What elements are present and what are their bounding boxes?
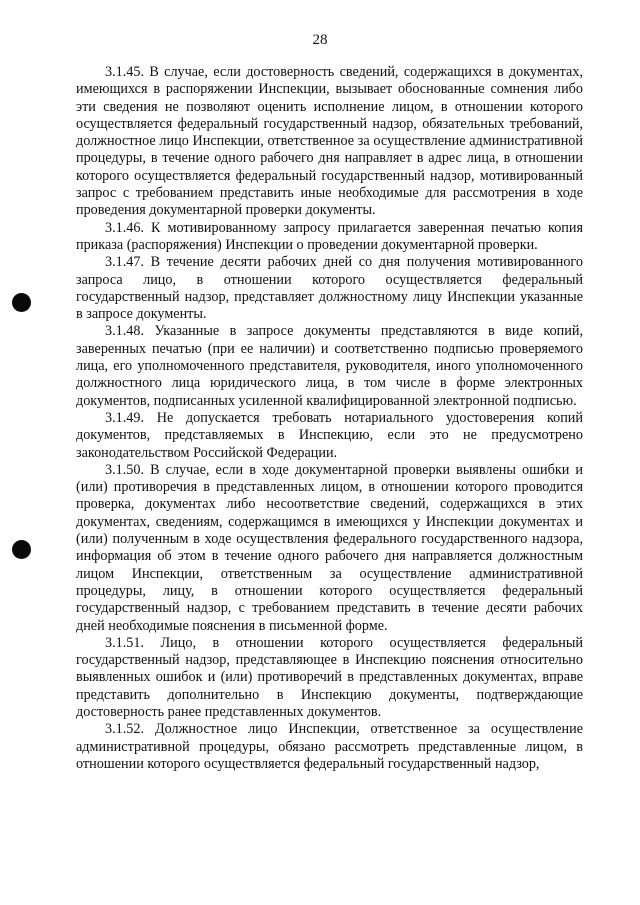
punch-hole-mark bbox=[12, 293, 31, 312]
paragraph-3-1-51: 3.1.51. Лицо, в отношении которого осуществляется федеральный государственный надзор, представляющее в Инспекцию пояснения относительно выявленных ошибок и (или) противоречий в представленных документах, вправе представить дополнительно в Инспекцию документы, подтверждающие достоверность ранее представленных документов. bbox=[76, 634, 583, 720]
paragraph-3-1-50: 3.1.50. В случае, если в ходе документарной проверки выявлены ошибки и (или) противоречия в представленных лицом, в отношении которого проводится проверка, документах либо несоответствие сведений, содержащихся в этих документах, сведениям, содержащимся в имеющихся у Инспекции документах и (или) полученным в ходе осуществления федерального государственного надзора, информация об этом в течение одного рабочего дня направляется должностным лицом Инспекции, ответственным за осуществление административной процедуры, лицу, в отношении которого осуществляется федеральный государственный надзор, с требованием представить в течение десяти рабочих дней необходимые пояснения в письменной форме. bbox=[76, 461, 583, 634]
paragraph-3-1-52: 3.1.52. Должностное лицо Инспекции, ответственное за осуществление административной процедуры, обязано рассмотреть представленные лицом, в отношении которого осуществляется федеральный государственный надзор, bbox=[76, 721, 583, 772]
paragraph-3-1-47: 3.1.47. В течение десяти рабочих дней со дня получения мотивированного запроса лицо, в отношении которого осуществляется федеральный государственный надзор, представляет должностному лицу Инспекции указанные в запросе документы. bbox=[76, 254, 583, 323]
paragraph-3-1-45: 3.1.45. В случае, если достоверность сведений, содержащихся в документах, имеющихся в распоряжении Инспекции, вызывает обоснованные сомнения либо эти сведения не позволяют оценить исполнение лицом, в отношении которого осуществляется федеральный государственный надзор, обязательных требований, должностное лицо Инспекции, ответственное за осуществление административной процедуры, в течение одного рабочего дня направляет в адрес лица, в отношении которого осуществляется федеральный государственный надзор, мотивированный запрос с требованием представить иные необходимые для рассмотрения в ходе проведения документарной проверки документы. bbox=[76, 64, 583, 219]
punch-hole-mark bbox=[12, 540, 31, 559]
paragraph-3-1-46: 3.1.46. К мотивированному запросу прилагается заверенная печатью копия приказа (распоряжения) Инспекции о проведении документарной проверки. bbox=[76, 219, 583, 253]
document-body bbox=[76, 64, 583, 773]
page-number: 28 bbox=[312, 32, 328, 48]
paragraph-3-1-49: 3.1.49. Не допускается требовать нотариального удостоверения копий документов, представляемых в Инспекцию, если это не предусмотрено законодательством Российской Федерации. bbox=[76, 409, 583, 461]
paragraph-3-1-48: 3.1.48. Указанные в запросе документы представляются в виде копий, заверенных печатью (при ее наличии) и соответственно подписью проверяемого лица, его уполномоченного представителя, руководителя, иного уполномоченного должностного лица юридического лица, в том числе в форме электронных документов, подписанных усиленной квалифицированной электронной подписью. bbox=[76, 323, 583, 409]
